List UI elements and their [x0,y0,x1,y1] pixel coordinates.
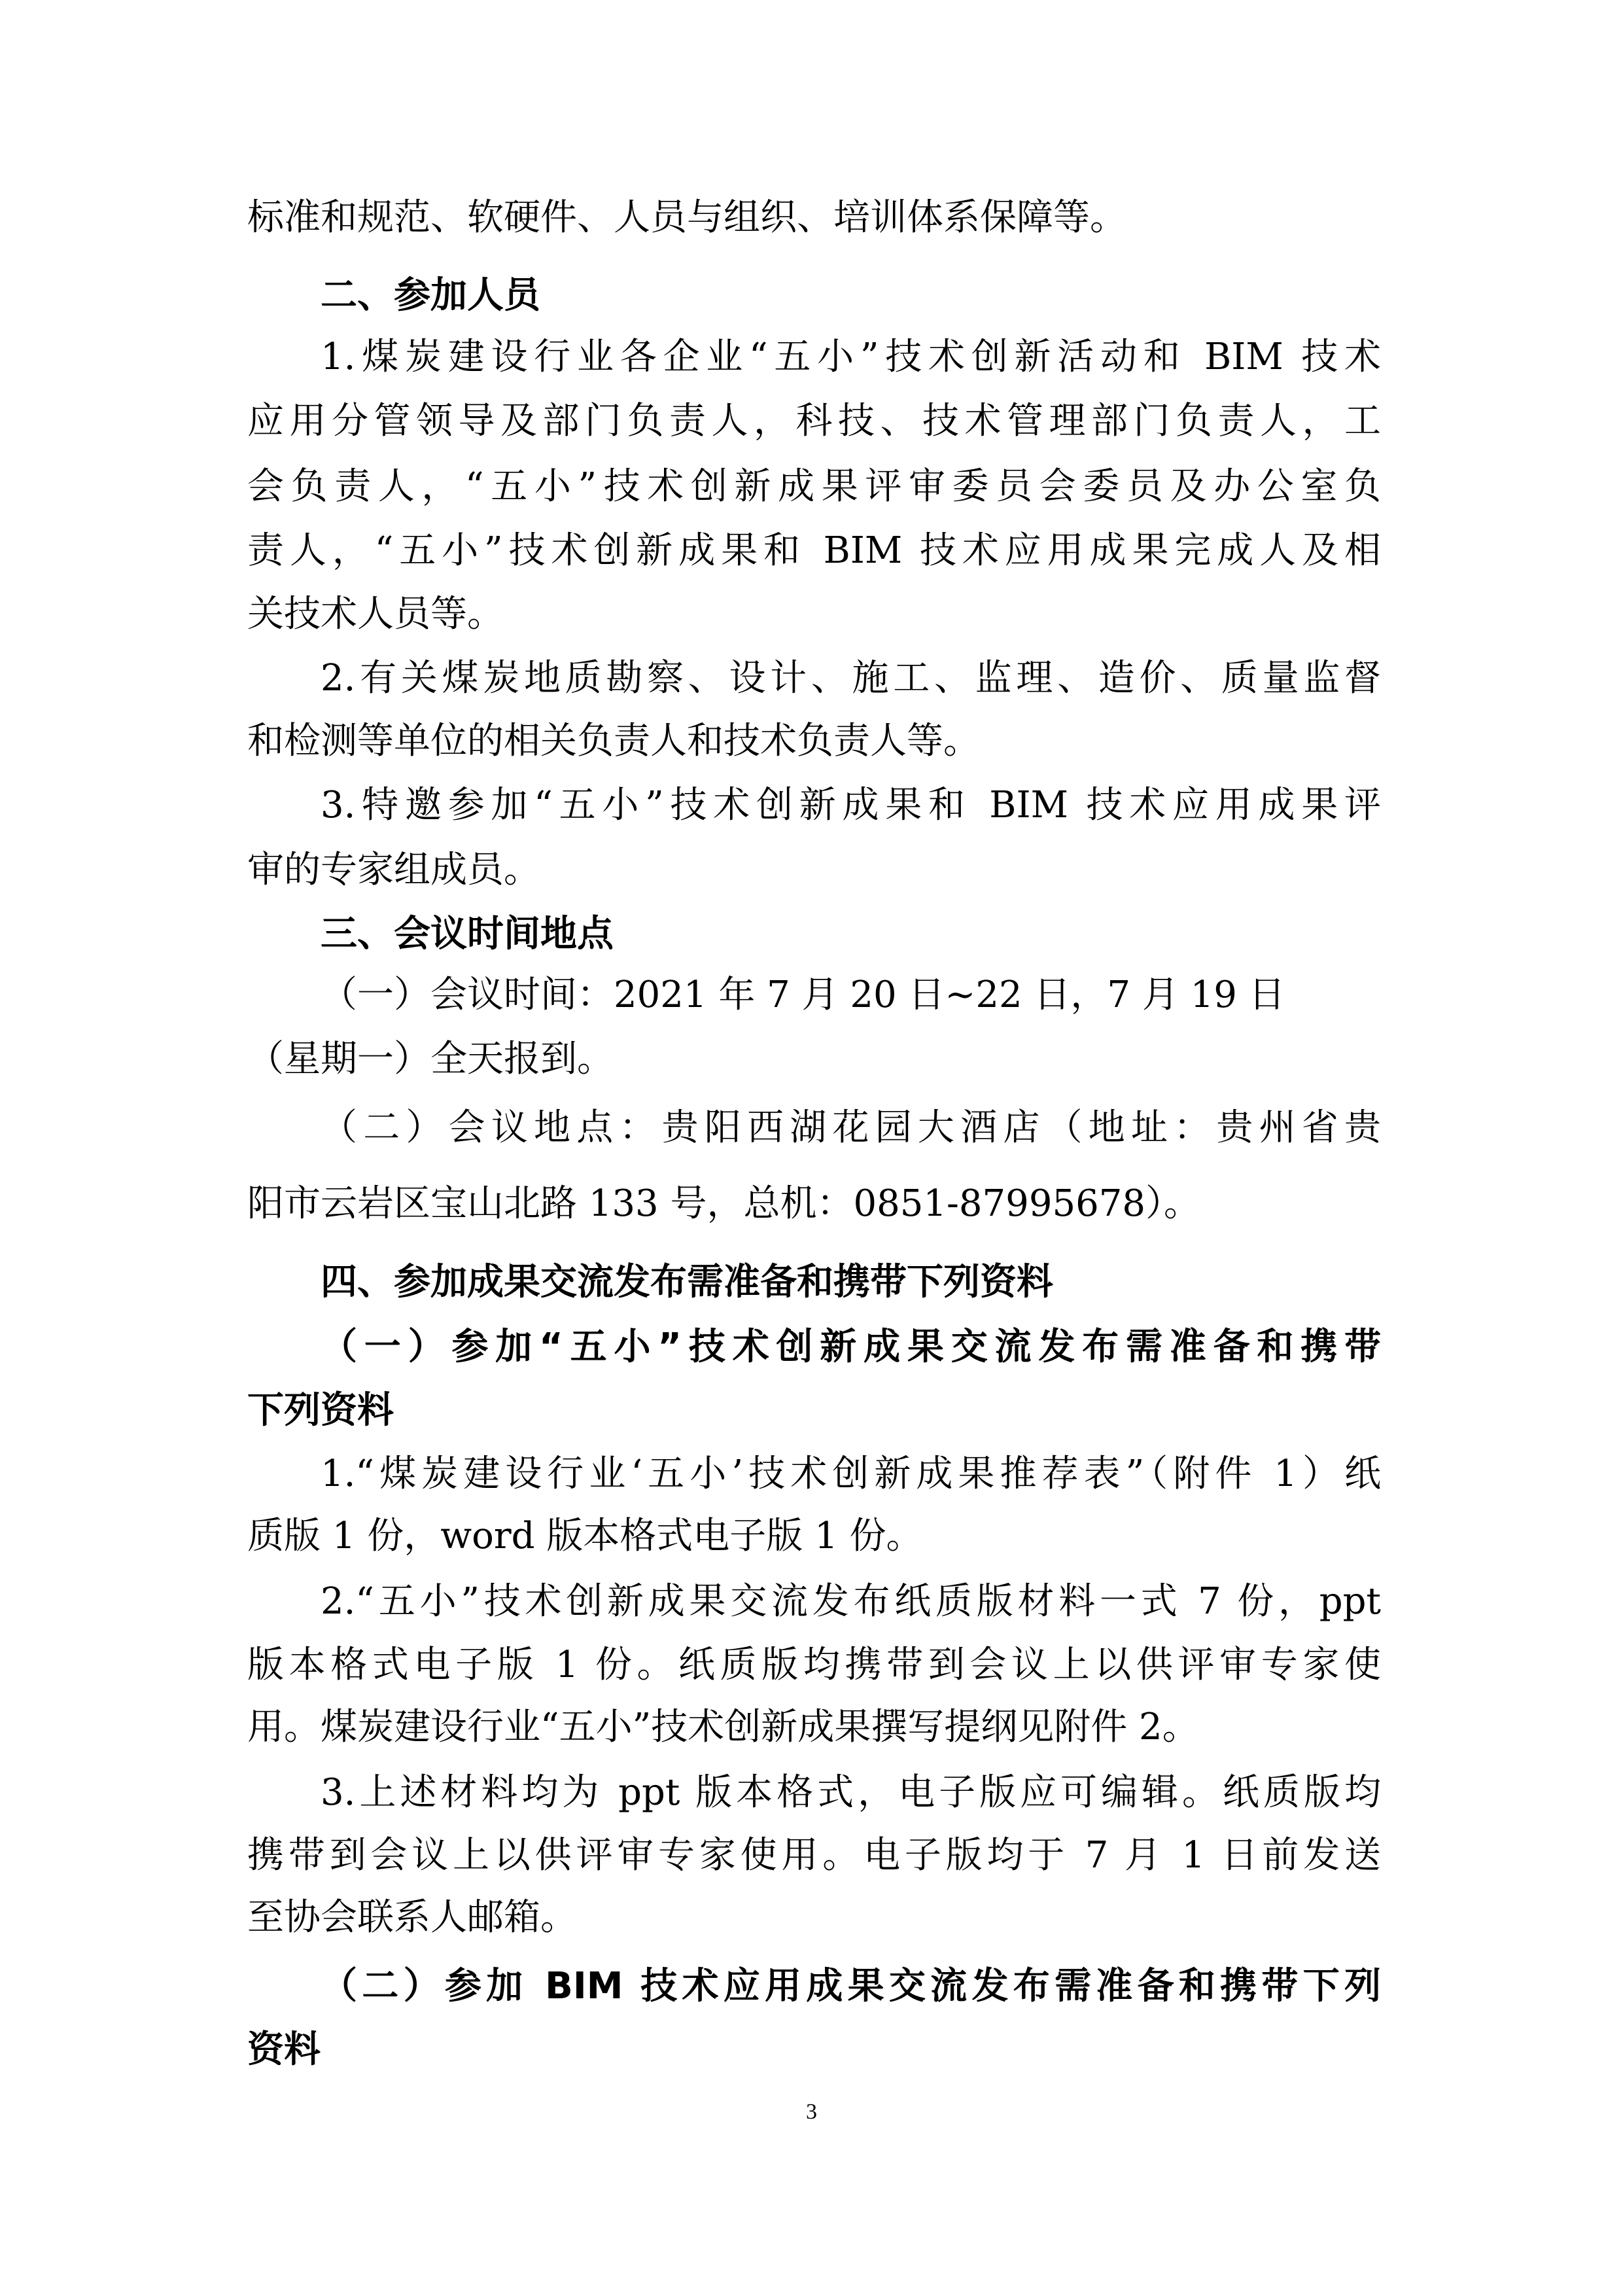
paragraph-line: （二）会议地点：贵阳西湖花园大酒店（地址：贵州省贵 [321,1106,1381,1149]
paragraph-line: 1.煤炭建设行业各企业“五小”技术创新活动和 BIM 技术 [321,336,1381,378]
paragraph-line: 阳市云岩区宝山北路 133 号，总机：0851-87995678）。 [247,1182,1200,1225]
paragraph-line: 责人，“五小”技术创新成果和 BIM 技术应用成果完成人及相 [247,529,1381,572]
paragraph-line: 1.“煤炭建设行业‘五小’技术创新成果推荐表”（附件 1）纸 [321,1453,1381,1495]
paragraph-line: 2.“五小”技术创新成果交流发布纸质版材料一式 7 份，ppt [321,1580,1381,1623]
subsection-heading: （一）参加“五小”技术创新成果交流发布需准备和携带 [321,1326,1381,1368]
paragraph-line: 标准和规范、软硬件、人员与组织、培训体系保障等。 [247,196,1126,239]
paragraph-line: 版本格式电子版 1 份。纸质版均携带到会议上以供评审专家使 [247,1644,1381,1686]
paragraph-line: 3.特邀参加“五小”技术创新成果和 BIM 技术应用成果评 [321,784,1381,826]
paragraph-line: 2.有关煤炭地质勘察、设计、施工、监理、造价、质量监督 [321,657,1381,699]
paragraph-line: 应用分管领导及部门负责人，科技、技术管理部门负责人，工 [247,400,1381,442]
subsection-heading: （二）参加 BIM 技术应用成果交流发布需准备和携带下列 [321,1965,1381,2007]
paragraph-line: 携带到会议上以供评审专家使用。电子版均于 7 月 1 日前发送 [247,1834,1381,1877]
subsection-heading: 资料 [247,2028,321,2071]
paragraph-line: （一）会议时间：2021 年 7 月 20 日~22 日，7 月 19 日 [321,974,1285,1016]
section-heading: 四、参加成果交流发布需准备和携带下列资料 [321,1261,1053,1303]
paragraph-line: 会负责人，“五小”技术创新成果评审委员会委员及办公室负 [247,465,1381,508]
subsection-heading: 下列资料 [247,1389,394,1432]
paragraph-line: 审的专家组成员。 [247,849,540,891]
section-heading: 二、参加人员 [321,274,540,317]
paragraph-line: 用。煤炭建设行业“五小”技术创新成果撰写提纲见附件 2。 [247,1706,1199,1748]
paragraph-line: 和检测等单位的相关负责人和技术负责人等。 [247,720,980,762]
paragraph-line: （星期一）全天报到。 [247,1038,614,1080]
paragraph-line: 关技术人员等。 [247,593,504,635]
page-number: 3 [806,2100,817,2124]
paragraph-line: 质版 1 份，word 版本格式电子版 1 份。 [247,1515,923,1557]
paragraph-line: 至协会联系人邮箱。 [247,1896,577,1939]
paragraph-line: 3.上述材料均为 ppt 版本格式，电子版应可编辑。纸质版均 [321,1771,1381,1814]
section-heading: 三、会议时间地点 [321,913,614,955]
